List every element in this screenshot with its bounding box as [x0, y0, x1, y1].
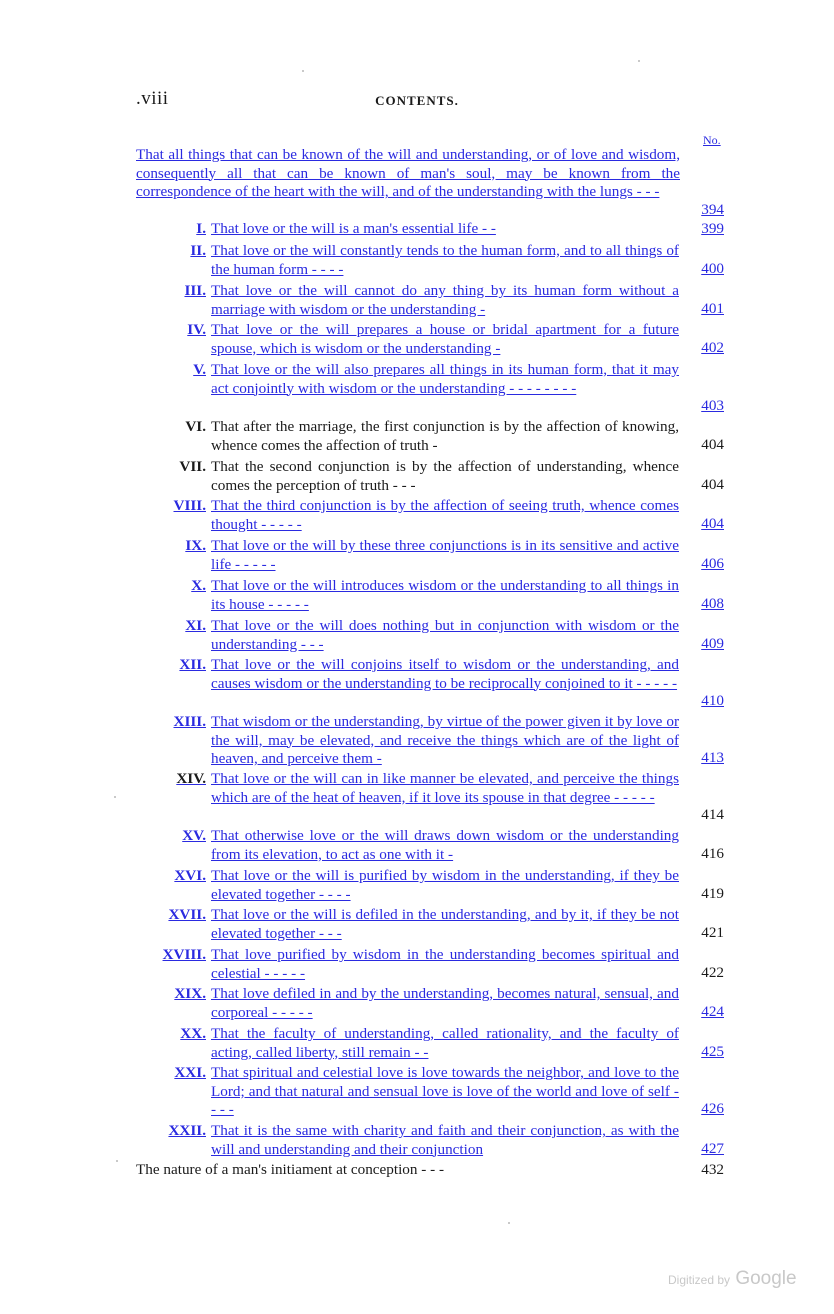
entry-numeral: XIX.: [174, 985, 206, 1002]
entry-numeral: VI.: [185, 418, 206, 435]
scan-speck: [638, 60, 640, 62]
entry-page: 419: [701, 885, 724, 902]
entry-numeral: II.: [190, 242, 206, 259]
entry-text: That the faculty of understanding, called rationality, and the faculty of acting, called liberty, still remain - -: [211, 1025, 679, 1061]
entry-page: 408: [701, 595, 724, 612]
entry-numeral: VII.: [179, 458, 206, 475]
entry-numeral: XXII.: [168, 1122, 206, 1139]
entry-numeral: XIII.: [173, 713, 206, 730]
entry-numeral: IX.: [185, 537, 206, 554]
entry-text: That after the marriage, the first conjunction is by the affection of knowing, whence comes the affection of truth -: [211, 418, 679, 454]
entry-text: That love or the will is defiled in the understanding, and by it, if they be not elevated together - - -: [211, 906, 679, 942]
entry-numeral: XXI.: [174, 1064, 206, 1081]
column-label-no: No.: [703, 133, 721, 147]
scan-speck: [116, 1160, 118, 1162]
watermark-prefix: Digitized by: [668, 1273, 731, 1287]
entry-text: That love purified by wisdom in the understanding becomes spiritual and celestial - - - - -: [211, 946, 679, 982]
entry-text: That love or the will is purified by wisdom in the understanding, if they be elevated together - - - -: [211, 867, 679, 903]
entry-numeral: X.: [191, 577, 206, 594]
entry-numeral: III.: [184, 282, 206, 299]
entry-text: That wisdom or the understanding, by virtue of the power given it by love or the will, may be elevated, and receive the things which are of the light of heaven, and perceive them -: [211, 713, 679, 768]
entry-text: The nature of a man's initiament at conception - - -: [136, 1161, 445, 1178]
entry-text: That love or the will introduces wisdom or the understanding to all things in its house - - - - -: [211, 577, 679, 613]
entry-page: 421: [701, 924, 724, 941]
entry-page: 406: [701, 555, 724, 572]
entry-numeral: IV.: [187, 321, 206, 338]
entry-page: 410: [701, 692, 724, 709]
entry-numeral: XVII.: [168, 906, 206, 923]
entry-text: That all things that can be known of the will and understanding, or of love and wisdom, consequently all that can be known of man's soul, may be known from the correspondence of the heart with the will, and of the understanding with the lungs - - -: [136, 146, 680, 201]
entry-page: 394: [701, 201, 724, 218]
entry-page: 413: [701, 749, 724, 766]
entry-page: 414: [701, 806, 724, 823]
entry-text: That love or the will prepares a house or bridal apartment for a future spouse, which is wisdom or the understanding -: [211, 321, 679, 357]
entry-numeral: XI.: [185, 617, 206, 634]
page-number: .viii: [136, 88, 169, 109]
entry-numeral: XII.: [179, 656, 206, 673]
entry-page: 402: [701, 339, 724, 356]
entry-page: 404: [701, 476, 724, 493]
entry-page: 399: [701, 220, 724, 237]
entry-page: 409: [701, 635, 724, 652]
entry-numeral: XIV.: [176, 770, 206, 787]
entry-text: That love or the will constantly tends to the human form, and to all things of the human form - - - -: [211, 242, 679, 278]
entry-page: 424: [701, 1003, 724, 1020]
entry-numeral: I.: [196, 220, 206, 237]
entry-numeral: V.: [193, 361, 206, 378]
entry-numeral: XVI.: [174, 867, 206, 884]
entry-page: 416: [701, 845, 724, 862]
entry-page: 401: [701, 300, 724, 317]
entry-text: That love or the will does nothing but in conjunction with wisdom or the understanding - - -: [211, 617, 679, 653]
entry-text: That love defiled in and by the understanding, becomes natural, sensual, and corporeal - - - - -: [211, 985, 679, 1021]
entry-text: That it is the same with charity and faith and their conjunction, as with the will and understanding and their conjunction: [211, 1122, 679, 1158]
entry-page: 400: [701, 260, 724, 277]
entry-numeral: XX.: [180, 1025, 206, 1042]
entry-page: 427: [701, 1140, 724, 1157]
entry-text: That love or the will conjoins itself to wisdom or the understanding, and causes wisdom or the understanding to be reciprocally conjoined to it - - - - -: [211, 656, 679, 692]
entry-text: That the second conjunction is by the affection of understanding, whence comes the perception of truth - - -: [211, 458, 679, 494]
entry-text: That love or the will also prepares all things in its human form, that it may act conjointly with wisdom or the understanding - - - - - - - -: [211, 361, 679, 397]
entry-numeral: XV.: [182, 827, 206, 844]
scan-speck: [302, 70, 304, 72]
scan-speck: [114, 796, 116, 798]
entry-page: 425: [701, 1043, 724, 1060]
entry-text: That the third conjunction is by the affection of seeing truth, whence comes thought - - - - -: [211, 497, 679, 533]
entry-text: That love or the will is a man's essential life - -: [211, 220, 496, 237]
digitized-by-google-watermark: [668, 1268, 797, 1290]
entry-text: That love or the will can in like manner be elevated, and perceive the things which are of the heat of heaven, if it love its spouse in that degree - - - - -: [211, 770, 679, 806]
scan-speck: [508, 1222, 510, 1224]
entry-numeral: VIII.: [173, 497, 206, 514]
entry-page: 404: [701, 515, 724, 532]
entry-text: That love or the will by these three conjunctions is in its sensitive and active life - - - - -: [211, 537, 679, 573]
entry-page: 432: [701, 1161, 724, 1178]
running-title: CONTENTS.: [375, 93, 459, 108]
entry-text: That spiritual and celestial love is love towards the neighbor, and love to the Lord; and that natural and sensual love is love of the world and love of self - - - -: [211, 1064, 679, 1119]
entry-page: 422: [701, 964, 724, 981]
entry-text: That otherwise love or the will draws down wisdom or the understanding from its elevation, to act as one with it -: [211, 827, 679, 863]
entry-numeral: XVIII.: [162, 946, 206, 963]
entry-page: 403: [701, 397, 724, 414]
entry-text: That love or the will cannot do any thing by its human form without a marriage with wisdom or the understanding -: [211, 282, 679, 318]
entry-page: 404: [701, 436, 724, 453]
entry-page: 426: [701, 1100, 724, 1117]
watermark-brand: Google: [735, 1268, 797, 1289]
